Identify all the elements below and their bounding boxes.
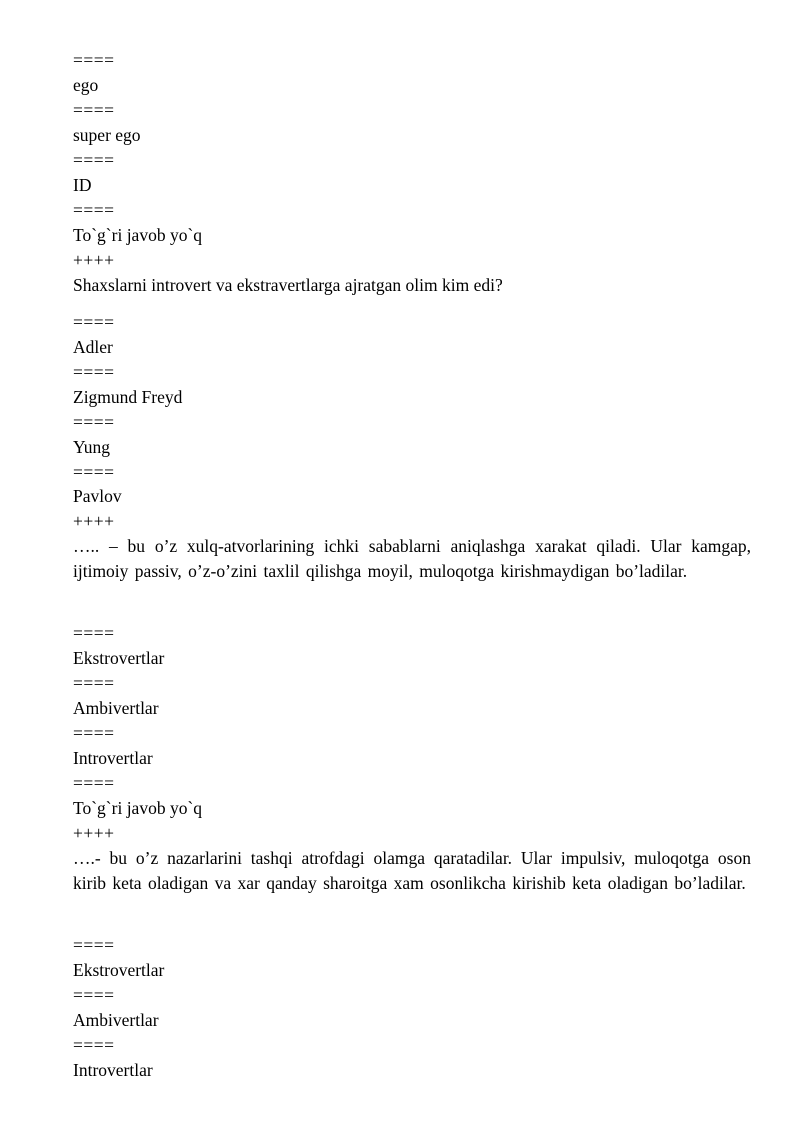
separator-line: ==== [73, 935, 115, 955]
question-text: ….. – bu o’z xulq-atvorlarining ichki sabablarni aniqlashga xarakat qiladi. Ular kamgap, ijtimoiy passiv, o’z-o’zini taxlil qilishga moyil, muloqotga kirishmaydigan bo’ladilar. [73, 536, 751, 581]
answer-option: Pavlov [73, 486, 122, 506]
answer-option: Yung [73, 437, 110, 457]
separator-line: ==== [73, 200, 115, 220]
separator-line: ==== [73, 673, 115, 693]
separator-line: ==== [73, 100, 115, 120]
answer-option: To`g`ri javob yo`q [73, 798, 203, 818]
separator-line: ==== [73, 362, 115, 382]
separator-line: ==== [73, 1035, 115, 1055]
question-text: Shaxslarni introvert va ekstravertlarga ajratgan olim kim edi? [73, 275, 503, 295]
answer-option: Introvertlar [73, 1060, 153, 1080]
separator-line: ==== [73, 723, 115, 743]
answer-option: ego [73, 75, 99, 95]
answer-option: super ego [73, 125, 141, 145]
answer-option: To`g`ri javob yo`q [73, 225, 203, 245]
question-marker: ++++ [73, 823, 115, 843]
question-text: ….- bu o’z nazarlarini tashqi atrofdagi olamga qaratadilar. Ular impulsiv, muloqotga oson kirib keta oladigan va xar qanday sharoitga xam osonlikcha kirishib keta oladigan bo’ladilar. [73, 848, 751, 893]
answer-option: Ekstrovertlar [73, 960, 165, 980]
answer-option: Zigmund Freyd [73, 387, 183, 407]
answer-option: ID [73, 175, 92, 195]
separator-line: ==== [73, 412, 115, 432]
answer-option: Adler [73, 337, 113, 357]
answer-option: Introvertlar [73, 748, 153, 768]
separator-line: ==== [73, 312, 115, 332]
separator-line: ==== [73, 50, 115, 70]
separator-line: ==== [73, 462, 115, 482]
separator-line: ==== [73, 150, 115, 170]
separator-line: ==== [73, 773, 115, 793]
answer-option: Ekstrovertlar [73, 648, 165, 668]
answer-option: Ambivertlar [73, 1010, 159, 1030]
separator-line: ==== [73, 623, 115, 643]
question-marker: ++++ [73, 511, 115, 531]
question-marker: ++++ [73, 250, 115, 270]
separator-line: ==== [73, 985, 115, 1005]
answer-option: Ambivertlar [73, 698, 159, 718]
